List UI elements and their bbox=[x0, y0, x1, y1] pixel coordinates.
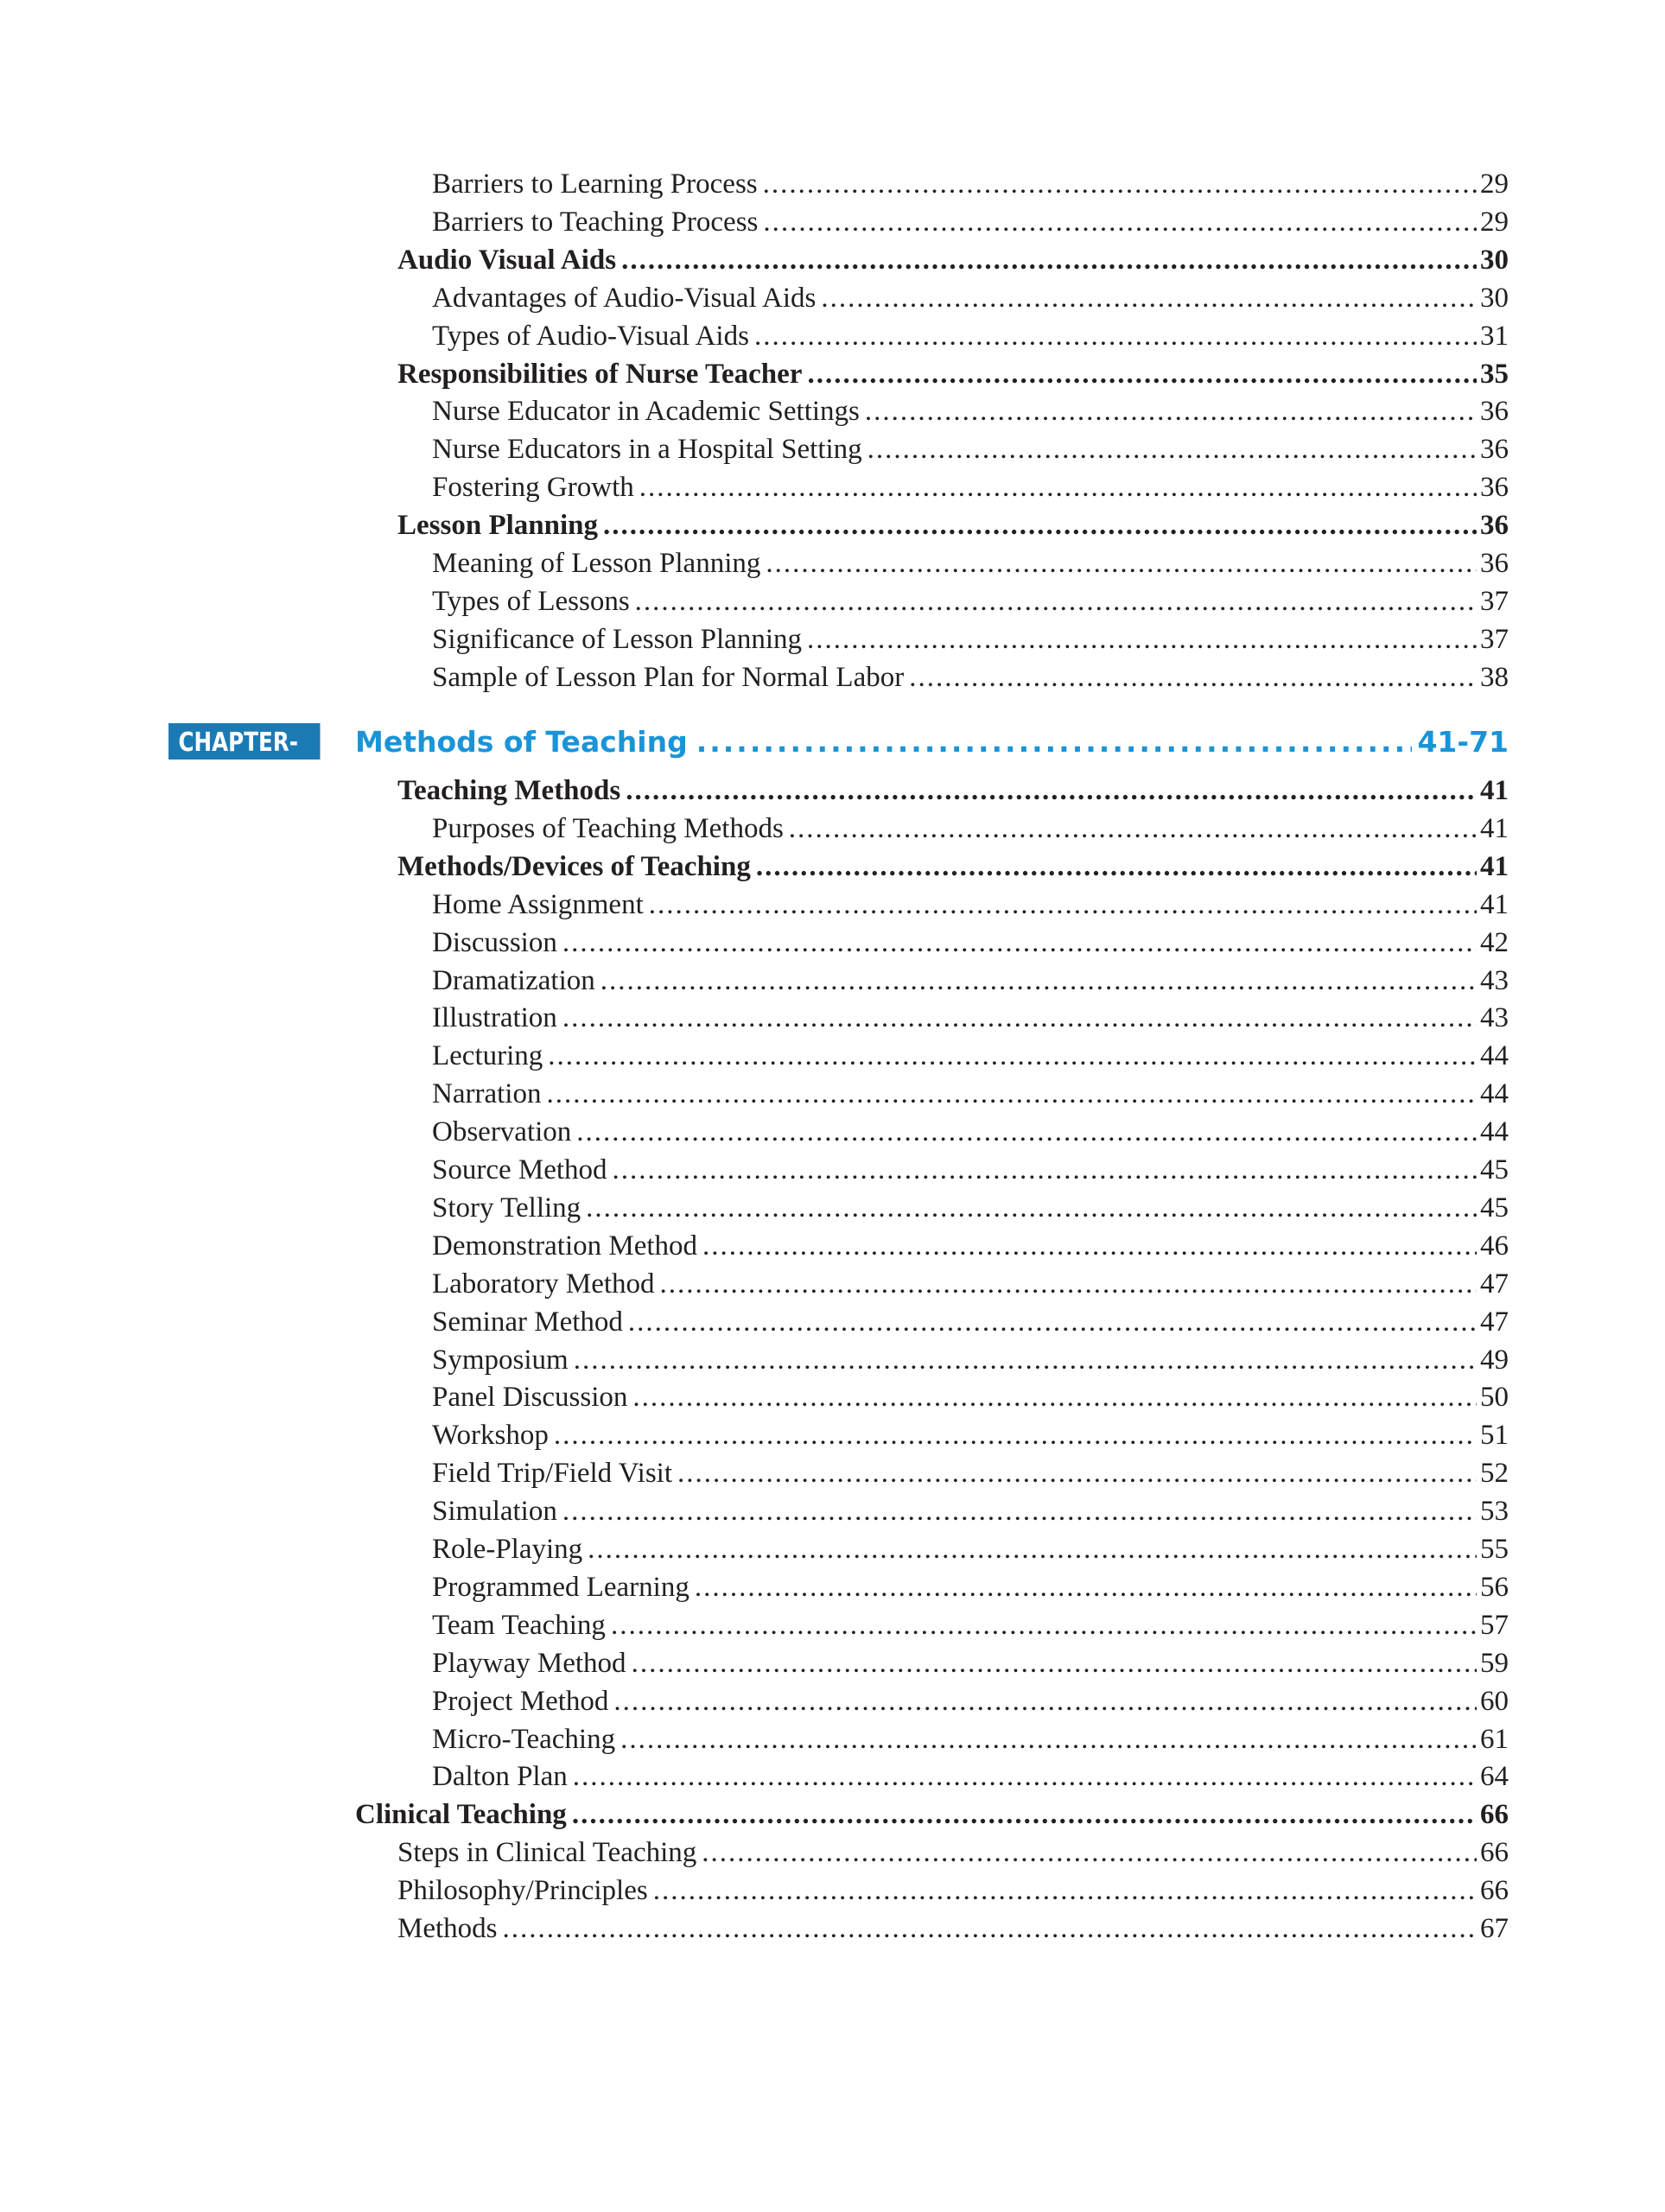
toc-entry-page: 43 bbox=[1480, 964, 1509, 996]
dot-leader bbox=[649, 886, 1477, 924]
toc-entry[interactable] bbox=[432, 1265, 1509, 1303]
toc-entry-title: Clinical Teaching bbox=[355, 1799, 567, 1831]
toc-entry-page: 38 bbox=[1480, 661, 1509, 693]
toc-entry[interactable] bbox=[432, 999, 1509, 1037]
dot-leader bbox=[572, 1796, 1477, 1834]
dot-leader bbox=[702, 1227, 1477, 1265]
toc-entry-title: Steps in Clinical Teaching bbox=[397, 1837, 697, 1869]
toc-entry-title: Significance of Lesson Planning bbox=[432, 623, 803, 655]
dot-leader bbox=[586, 1189, 1477, 1227]
toc-entry-page: 66 bbox=[1480, 1837, 1509, 1869]
toc-entry[interactable] bbox=[432, 1303, 1509, 1341]
toc-entry[interactable] bbox=[432, 582, 1509, 620]
dot-leader bbox=[620, 1720, 1477, 1758]
toc-entry-title: Barriers to Teaching Process bbox=[432, 206, 759, 238]
dot-leader bbox=[702, 1834, 1477, 1872]
dot-leader bbox=[503, 1910, 1478, 1948]
toc-entry-title: Discussion bbox=[432, 926, 557, 958]
toc-entry-page: 66 bbox=[1480, 1875, 1509, 1907]
chapter-badge: CHAPTER-3 bbox=[168, 723, 320, 760]
toc-entry-page: 44 bbox=[1480, 1078, 1509, 1110]
toc-entry-title: Methods bbox=[397, 1913, 498, 1944]
toc-entry-page: 47 bbox=[1480, 1268, 1509, 1300]
dot-leader bbox=[601, 962, 1477, 1000]
chapter-pages: 41-71 bbox=[1417, 724, 1509, 759]
toc-entry-page: 53 bbox=[1480, 1496, 1509, 1528]
dot-leader bbox=[621, 241, 1477, 279]
dot-leader bbox=[562, 1492, 1477, 1530]
dot-leader bbox=[909, 658, 1477, 696]
dot-leader bbox=[613, 1151, 1477, 1189]
dot-leader bbox=[763, 203, 1477, 241]
toc-entry[interactable] bbox=[397, 1834, 1509, 1872]
toc-entry-page: 35 bbox=[1480, 358, 1509, 390]
dot-leader bbox=[821, 279, 1477, 317]
toc-entry[interactable] bbox=[432, 1341, 1509, 1379]
toc-entry-page: 44 bbox=[1480, 1116, 1509, 1148]
toc-entry[interactable] bbox=[432, 810, 1509, 848]
toc-entry-title: Barriers to Learning Process bbox=[432, 168, 758, 200]
toc-entry-page: 46 bbox=[1480, 1230, 1509, 1262]
toc-entry-page: 36 bbox=[1480, 472, 1509, 504]
toc-entry-title: Workshop bbox=[432, 1420, 549, 1452]
dot-leader bbox=[632, 1644, 1477, 1682]
toc-entry-title: Advantages of Audio-Visual Aids bbox=[432, 282, 817, 314]
toc-entry[interactable] bbox=[432, 1189, 1509, 1227]
dot-leader bbox=[588, 1530, 1477, 1568]
dot-leader bbox=[754, 317, 1477, 355]
toc-entry-title: Observation bbox=[432, 1116, 572, 1148]
dot-leader bbox=[628, 1303, 1477, 1341]
dot-leader bbox=[611, 1606, 1477, 1644]
toc-entry-title: Meaning of Lesson Planning bbox=[432, 548, 761, 579]
toc-entry-title: Sample of Lesson Plan for Normal Labor bbox=[432, 661, 905, 693]
dot-leader bbox=[546, 1075, 1477, 1113]
toc-entry-page: 50 bbox=[1480, 1382, 1509, 1414]
toc-entry-page: 64 bbox=[1480, 1761, 1509, 1793]
toc-entry-page: 29 bbox=[1480, 168, 1509, 200]
toc-entry[interactable] bbox=[432, 1758, 1509, 1796]
toc-entry-title: Field Trip/Field Visit bbox=[432, 1458, 673, 1490]
toc-entry-page: 59 bbox=[1480, 1647, 1509, 1679]
toc-entry[interactable] bbox=[432, 1644, 1509, 1682]
toc-entry[interactable] bbox=[432, 430, 1509, 468]
toc-entry[interactable] bbox=[432, 392, 1509, 430]
toc-entry-page: 61 bbox=[1480, 1723, 1509, 1755]
toc-entry[interactable] bbox=[432, 962, 1509, 1000]
dot-leader bbox=[865, 392, 1477, 430]
toc-entry[interactable] bbox=[432, 165, 1509, 203]
toc-entry[interactable] bbox=[432, 1075, 1509, 1113]
dot-leader bbox=[626, 772, 1477, 810]
toc-entry-title: Micro-Teaching bbox=[432, 1723, 616, 1755]
toc-entry-title: Panel Discussion bbox=[432, 1382, 628, 1414]
toc-entry[interactable] bbox=[432, 1606, 1509, 1644]
toc-entry-title: Teaching Methods bbox=[397, 775, 621, 806]
toc-entry-title: Project Method bbox=[432, 1685, 609, 1717]
toc-entry[interactable] bbox=[432, 1720, 1509, 1758]
toc-entry-page: 66 bbox=[1480, 1799, 1509, 1831]
dot-leader bbox=[660, 1265, 1477, 1303]
toc-entry[interactable] bbox=[355, 1796, 1509, 1834]
dot-leader bbox=[562, 924, 1477, 962]
toc-entry-title: Seminar Method bbox=[432, 1306, 623, 1338]
toc-entry[interactable] bbox=[397, 355, 1509, 393]
toc-entry[interactable] bbox=[397, 772, 1509, 810]
toc-entry-page: 30 bbox=[1480, 282, 1509, 314]
toc-entry[interactable] bbox=[432, 317, 1509, 355]
toc-entry[interactable] bbox=[432, 544, 1509, 582]
toc-entry[interactable] bbox=[397, 241, 1509, 279]
toc-entry[interactable] bbox=[432, 1113, 1509, 1151]
dot-leader bbox=[789, 810, 1477, 848]
toc-entry-title: Symposium bbox=[432, 1344, 569, 1376]
dot-leader bbox=[603, 506, 1477, 544]
toc-entry-page: 37 bbox=[1480, 585, 1509, 617]
toc-entry-page: 60 bbox=[1480, 1685, 1509, 1717]
toc-entry-page: 67 bbox=[1480, 1913, 1509, 1944]
toc-entry-page: 56 bbox=[1480, 1571, 1509, 1603]
toc-entry-title: Simulation bbox=[432, 1496, 557, 1528]
toc-entry-title: Home Assignment bbox=[432, 888, 644, 920]
toc-entry-page: 41 bbox=[1480, 888, 1509, 920]
toc-entry-title: Source Method bbox=[432, 1154, 607, 1185]
toc-entry[interactable] bbox=[432, 1151, 1509, 1189]
toc-entry[interactable] bbox=[432, 1492, 1509, 1530]
dot-leader bbox=[574, 1341, 1477, 1379]
toc-entry-title: Methods/Devices of Teaching bbox=[397, 850, 751, 882]
toc-entry-page: 30 bbox=[1480, 244, 1509, 276]
toc-entry[interactable] bbox=[432, 203, 1509, 241]
toc-entry-page: 36 bbox=[1480, 548, 1509, 579]
toc-entry[interactable] bbox=[397, 1872, 1509, 1910]
dot-leader bbox=[807, 620, 1477, 658]
toc-entry[interactable] bbox=[432, 658, 1509, 696]
dot-leader bbox=[635, 582, 1477, 620]
toc-entry[interactable] bbox=[432, 1416, 1509, 1454]
toc-entry[interactable] bbox=[432, 1568, 1509, 1606]
chapter-title-line bbox=[355, 725, 1509, 759]
dot-leader bbox=[766, 544, 1477, 582]
dot-leader bbox=[696, 725, 1413, 759]
dot-leader bbox=[632, 1378, 1477, 1416]
toc-entry-page: 29 bbox=[1480, 206, 1509, 238]
toc-entry-title: Lesson Planning bbox=[397, 510, 598, 542]
toc-entry-page: 52 bbox=[1480, 1458, 1509, 1490]
toc-entry[interactable] bbox=[397, 848, 1509, 886]
toc-entry-title: Philosophy/Principles bbox=[397, 1875, 648, 1907]
toc-entry[interactable] bbox=[432, 468, 1509, 506]
toc-entry[interactable] bbox=[432, 620, 1509, 658]
chapter-title: Methods of Teaching bbox=[355, 724, 688, 759]
toc-entry-page: 42 bbox=[1480, 926, 1509, 958]
toc-entry-title: Types of Lessons bbox=[432, 585, 630, 617]
toc-entry-page: 37 bbox=[1480, 623, 1509, 655]
toc-entry-page: 55 bbox=[1480, 1534, 1509, 1565]
toc-entry-title: Playway Method bbox=[432, 1647, 626, 1679]
toc-entry-title: Role-Playing bbox=[432, 1534, 583, 1565]
toc-entry-page: 36 bbox=[1480, 510, 1509, 542]
toc-entry-page: 47 bbox=[1480, 1306, 1509, 1338]
toc-entry[interactable] bbox=[432, 1037, 1509, 1075]
toc-entry[interactable] bbox=[432, 1682, 1509, 1720]
toc-entry-title: Responsibilities of Nurse Teacher bbox=[397, 358, 803, 390]
toc-entry-page: 41 bbox=[1480, 775, 1509, 806]
toc-entry-title: Audio Visual Aids bbox=[397, 244, 617, 276]
dot-leader bbox=[639, 468, 1477, 506]
toc-entry-title: Dramatization bbox=[432, 964, 595, 996]
dot-leader bbox=[548, 1037, 1477, 1075]
dot-leader bbox=[576, 1113, 1477, 1151]
toc-entry-page: 45 bbox=[1480, 1154, 1509, 1185]
toc-entry[interactable] bbox=[432, 1227, 1509, 1265]
dot-leader bbox=[613, 1682, 1477, 1720]
dot-leader bbox=[763, 165, 1477, 203]
toc-entry-title: Demonstration Method bbox=[432, 1230, 698, 1262]
dot-leader bbox=[807, 355, 1477, 393]
toc-entry-page: 51 bbox=[1480, 1420, 1509, 1452]
toc-entry[interactable] bbox=[432, 1378, 1509, 1416]
dot-leader bbox=[554, 1416, 1477, 1454]
toc-entry-title: Illustration bbox=[432, 1002, 557, 1034]
toc-entry-title: Nurse Educator in Academic Settings bbox=[432, 396, 860, 428]
toc-entry-page: 57 bbox=[1480, 1609, 1509, 1641]
toc-entry-title: Laboratory Method bbox=[432, 1268, 655, 1300]
toc-entry-page: 44 bbox=[1480, 1040, 1509, 1072]
dot-leader bbox=[756, 848, 1477, 886]
toc-entry-title: Fostering Growth bbox=[432, 472, 634, 504]
toc-entry[interactable] bbox=[432, 924, 1509, 962]
dot-leader bbox=[695, 1568, 1477, 1606]
toc-entry-page: 41 bbox=[1480, 812, 1509, 844]
dot-leader bbox=[573, 1758, 1477, 1796]
toc-entry-title: Types of Audio-Visual Aids bbox=[432, 320, 749, 352]
toc-entry-page: 31 bbox=[1480, 320, 1509, 352]
toc-entry-title: Team Teaching bbox=[432, 1609, 606, 1641]
toc-entry-title: Story Telling bbox=[432, 1192, 581, 1224]
toc-entry-title: Dalton Plan bbox=[432, 1761, 568, 1793]
toc-entry-page: 43 bbox=[1480, 1002, 1509, 1034]
toc-entry[interactable] bbox=[397, 506, 1509, 544]
toc-entry-title: Lecturing bbox=[432, 1040, 543, 1072]
dot-leader bbox=[653, 1872, 1477, 1910]
toc-entry-title: Programmed Learning bbox=[432, 1571, 690, 1603]
dot-leader bbox=[562, 999, 1477, 1037]
toc-entry[interactable] bbox=[432, 1454, 1509, 1492]
toc-entry[interactable] bbox=[432, 886, 1509, 924]
toc-entry-page: 49 bbox=[1480, 1344, 1509, 1376]
toc-entry-title: Nurse Educators in a Hospital Setting bbox=[432, 434, 862, 466]
toc-entry-page: 45 bbox=[1480, 1192, 1509, 1224]
toc-entry[interactable] bbox=[397, 1910, 1509, 1948]
dot-leader bbox=[677, 1454, 1477, 1492]
toc-entry[interactable] bbox=[432, 1530, 1509, 1568]
toc-entry-page: 36 bbox=[1480, 434, 1509, 466]
toc-entry-title: Narration bbox=[432, 1078, 542, 1110]
toc-entry-page: 36 bbox=[1480, 396, 1509, 428]
toc-entry-title: Purposes of Teaching Methods bbox=[432, 812, 784, 844]
dot-leader bbox=[867, 430, 1477, 468]
toc-entry-page: 41 bbox=[1480, 850, 1509, 882]
toc-entry[interactable] bbox=[432, 279, 1509, 317]
